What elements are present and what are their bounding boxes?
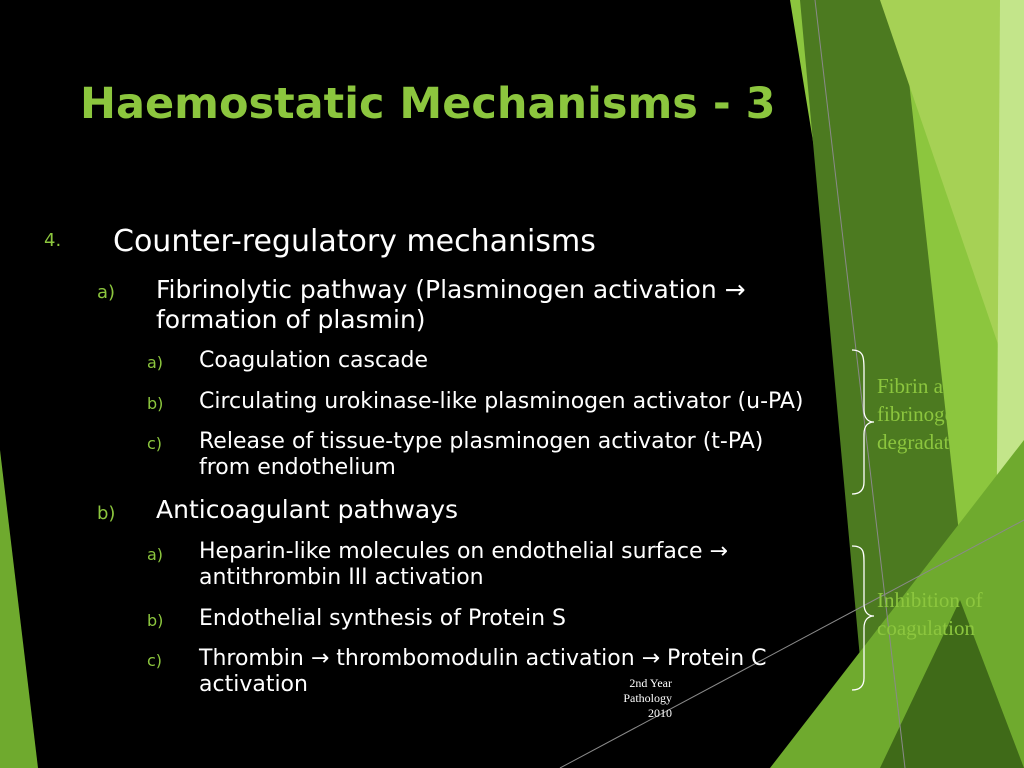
anticoagulant-sub-c-line-1: Thrombin → thrombomodulin activation → Protein C xyxy=(199,646,767,671)
fibrinolytic-marker: a) xyxy=(97,282,116,303)
fibrinolytic-sub-c-marker: c) xyxy=(147,434,163,453)
deco-left-stripe xyxy=(0,450,38,768)
inhibition-note-line-1: Inhibition of xyxy=(877,588,983,612)
fibrinolytic-sub-a-marker: a) xyxy=(147,353,164,372)
anticoagulant-sub-a-line-1: Heparin-like molecules on endothelial surface → xyxy=(199,539,728,564)
fibrinolytic-line-2: formation of plasmin) xyxy=(156,305,426,334)
anticoagulant-sub-a-line-2: antithrombin III activation xyxy=(199,565,484,590)
fibrinolytic-sub-c-line-2: from endothelium xyxy=(199,455,396,480)
anticoagulant-marker: b) xyxy=(97,503,116,524)
anticoagulant-sub-a-marker: a) xyxy=(147,545,164,564)
fibrin-note-line-3: degradation xyxy=(877,430,977,454)
item-number: 4. xyxy=(44,230,62,251)
footer-line-3: 2010 xyxy=(648,706,672,720)
anticoagulant-sub-c-line-2: activation xyxy=(199,672,308,697)
item-heading: Counter-regulatory mechanisms xyxy=(113,224,596,259)
slide-footer xyxy=(604,676,672,721)
anticoagulant-sub-b-marker: b) xyxy=(147,611,164,630)
fibrin-degradation-note xyxy=(877,372,976,456)
anticoagulant-heading: Anticoagulant pathways xyxy=(156,495,459,524)
inhibition-note xyxy=(877,586,983,642)
fibrinolytic-sub-c-line-1: Release of tissue-type plasminogen activator (t-PA) xyxy=(199,429,764,454)
footer-line-1: 2nd Year xyxy=(629,676,672,690)
fibrin-note-line-2: fibrinogen xyxy=(877,402,965,426)
fibrin-note-line-1: Fibrin and xyxy=(877,374,964,398)
fibrinolytic-sub-b-marker: b) xyxy=(147,394,164,413)
footer-line-2: Pathology xyxy=(623,691,672,705)
slide-title: Haemostatic Mechanisms - 3 xyxy=(80,79,776,129)
fibrinolytic-line-1: Fibrinolytic pathway (Plasminogen activation → xyxy=(156,275,746,304)
fibrinolytic-sub-a-text: Coagulation cascade xyxy=(199,348,429,373)
fibrinolytic-sub-b-text: Circulating urokinase-like plasminogen activator (u-PA) xyxy=(199,389,804,414)
anticoagulant-sub-c-marker: c) xyxy=(147,651,163,670)
anticoagulant-sub-b-text: Endothelial synthesis of Protein S xyxy=(199,606,567,631)
inhibition-note-line-2: coagulation xyxy=(877,616,975,640)
